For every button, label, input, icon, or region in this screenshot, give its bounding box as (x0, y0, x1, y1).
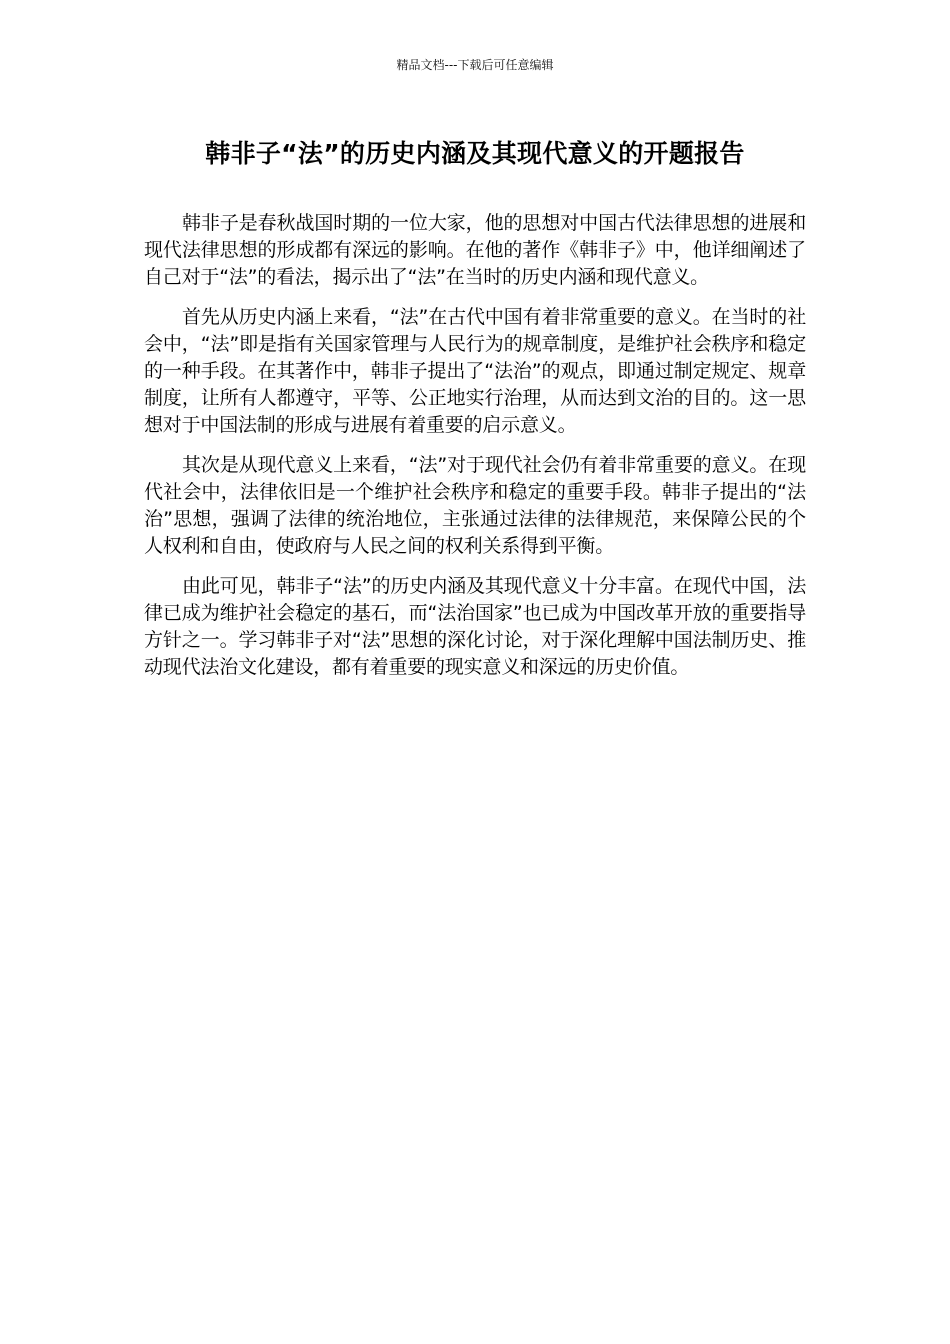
paragraph-historical-meaning: 首先从历史内涵上来看，“法”在古代中国有着非常重要的意义。在当时的社会中，“法”即是指有关国家管理与人民行为的规章制度，是维护社会秩序和稳定的一种手段。在其著作中，韩非子提出了“法治”的观点，即通过制定规定、规章制度，让所有人都遵守，平等、公正地实行治理，从而达到文治的目的。这一思想对于中国法制的形成与进展有着重要的启示意义。 (144, 306, 806, 436)
paragraph-conclusion: 由此可见，韩非子“法”的历史内涵及其现代意义十分丰富。在现代中国，法律已成为维护社会稳定的基石，而“法治国家”也已成为中国改革开放的重要指导方针之一。学习韩非子对“法”思想的深化讨论，对于深化理解中国法制历史、推动现代法治文化建设，都有着重要的现实意义和深远的历史价值。 (144, 575, 806, 678)
header-note: 精品文档---下载后可任意编辑 (396, 58, 554, 72)
paragraph-modern-meaning: 其次是从现代意义上来看，“法”对于现代社会仍有着非常重要的意义。在现代社会中，法律依旧是一个维护社会秩序和稳定的重要手段。韩非子提出的“法治”思想，强调了法律的统治地位，主张通过法律的法律规范，来保障公民的个人权利和自由，使政府与人民之间的权利关系得到平衡。 (144, 454, 806, 557)
document-title: 韩非子“法”的历史内涵及其现代意义的开题报告 (205, 139, 745, 168)
document-body (144, 210, 806, 694)
paragraph-intro: 韩非子是春秋战国时期的一位大家，他的思想对中国古代法律思想的进展和现代法律思想的形成都有深远的影响。在他的著作《韩非子》中，他详细阐述了自己对于“法”的看法，揭示出了“法”在当时的历史内涵和现代意义。 (144, 212, 806, 288)
